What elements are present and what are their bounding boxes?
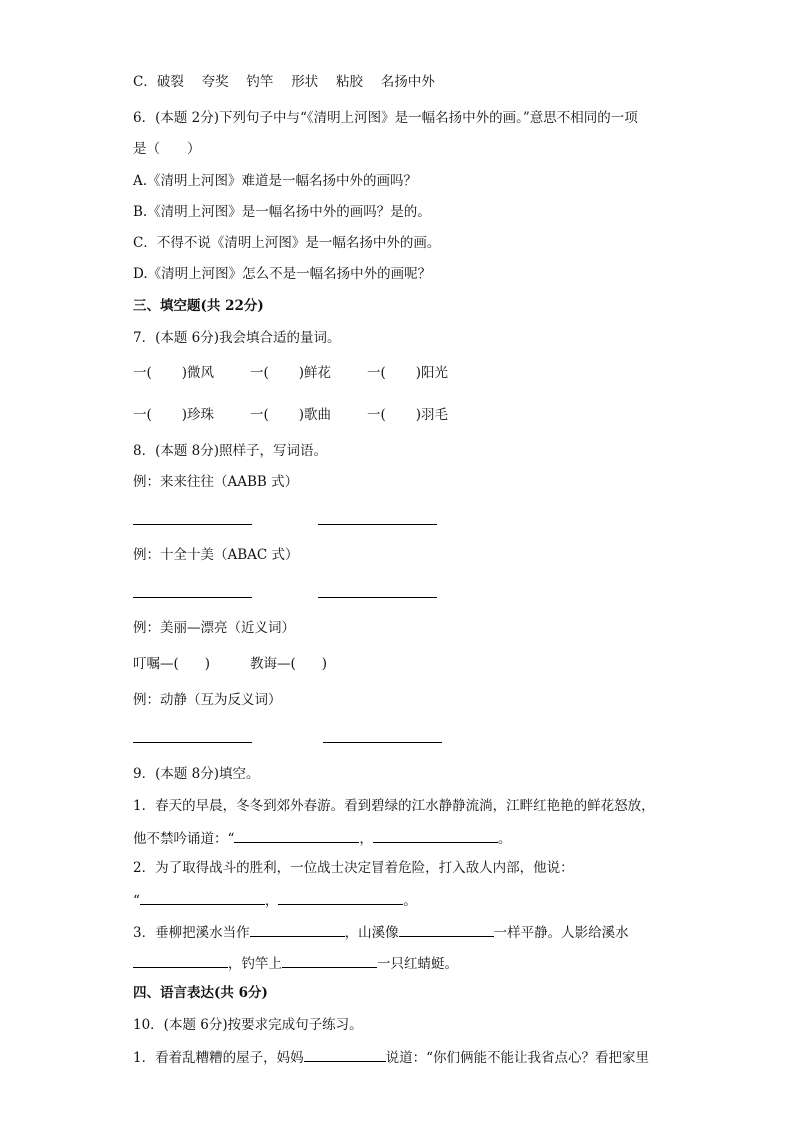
- q7-row2: [133, 406, 448, 424]
- q8-example-aabb: 例：来来往往（AABB 式）: [133, 474, 299, 490]
- fill-blank[interactable]: [282, 953, 377, 968]
- q7-stem: 7．(本题 6分)我会填合适的量词。: [133, 330, 341, 346]
- q10-item1-text: 说道：“你们俩能不能让我省点心？看把家里: [385, 1050, 649, 1066]
- q9-item2-prefix: “: [133, 893, 140, 909]
- q7-item: [250, 406, 367, 424]
- q8-example-antonym: 例：动静（互为反义词）: [133, 692, 282, 708]
- q9-item2-line2: [133, 890, 417, 910]
- q7-item: [133, 406, 250, 424]
- section-3-heading: 三、填空题(共 22分): [133, 298, 264, 314]
- q7-item-pre: 一(: [367, 407, 386, 423]
- q10-item1-prefix: 1．看着乱糟糟的屋子，妈妈: [133, 1050, 304, 1066]
- q9-item1-prefix: 他不禁吟诵道：“: [133, 831, 235, 847]
- fill-blank[interactable]: [234, 828, 359, 843]
- q8-syn-post: ): [204, 656, 211, 672]
- q8-example-abac: 例：十全十美（ABAC 式）: [133, 547, 299, 563]
- q8-syn-pre: 叮嘱—(: [133, 656, 179, 672]
- answer-line[interactable]: [133, 524, 252, 525]
- q9-item2-end: 。: [403, 893, 417, 909]
- fill-blank[interactable]: [278, 890, 403, 905]
- q7-item-post: )鲜花: [298, 365, 332, 381]
- q9-item3-line1: [133, 922, 629, 942]
- q9-item3-text: ，钓竿上: [228, 956, 282, 972]
- fill-blank[interactable]: [140, 890, 265, 905]
- fill-blank[interactable]: [304, 1047, 386, 1062]
- q7-item-pre: 一(: [250, 407, 269, 423]
- q7-item-post: )珍珠: [181, 407, 215, 423]
- fill-blank[interactable]: [133, 953, 228, 968]
- q7-item-pre: 一(: [367, 365, 386, 381]
- q6-option-c: C．不得不说《清明上河图》是一幅名扬中外的画。: [133, 235, 441, 251]
- q7-item-pre: 一(: [133, 365, 152, 381]
- q9-item1-line2: [133, 828, 511, 848]
- answer-line[interactable]: [323, 742, 442, 743]
- answer-line[interactable]: [318, 524, 437, 525]
- q7-item-post: )阳光: [415, 365, 449, 381]
- q7-item-pre: 一(: [250, 365, 269, 381]
- q6-option-d: D.《清明上河图》怎么不是一幅名扬中外的画呢？: [133, 266, 432, 282]
- fill-blank[interactable]: [399, 922, 494, 937]
- q8-syn-pre: 教诲—(: [250, 656, 296, 672]
- q6-stem-line1: 6．(本题 2分)下列句子中与“《清明上河图》是一幅名扬中外的画。”意思不相同的一项: [133, 110, 638, 126]
- answer-line[interactable]: [133, 597, 252, 598]
- q9-item2-line1: 2．为了取得战斗的胜利，一位战士决定冒着危险，打入敌人内部，他说：: [133, 860, 574, 876]
- q8-synonym-row: [133, 655, 327, 673]
- q10-item1: [133, 1047, 649, 1067]
- q9-item3-text: 一样平静。人影给溪水: [493, 925, 629, 941]
- fill-blank[interactable]: [250, 922, 345, 937]
- q6-option-b: B.《清明上河图》是一幅名扬中外的画吗？是的。: [133, 204, 431, 220]
- answer-line[interactable]: [318, 597, 437, 598]
- q9-item1-comma: ，: [359, 831, 373, 847]
- section-4-heading: 四、语言表达(共 6分): [133, 985, 268, 1001]
- q8-syn-item: [250, 655, 327, 673]
- answer-line[interactable]: [133, 742, 252, 743]
- q9-item3-text: ，山溪像: [344, 925, 399, 941]
- q8-example-synonym: 例：美丽—漂亮（近义词）: [133, 620, 295, 636]
- q9-item3-prefix: 3．垂柳把溪水当作: [133, 925, 250, 941]
- q9-item1-end: 。: [497, 831, 512, 847]
- q7-row1: [133, 364, 448, 382]
- q9-item1-line1: 1．春天的早晨，冬冬到郊外春游。看到碧绿的江水静静流淌，江畔红艳艳的鲜花怒放，: [133, 798, 655, 814]
- q8-syn-post: ): [321, 656, 328, 672]
- q7-item-post: )微风: [181, 365, 215, 381]
- q7-item-pre: 一(: [133, 407, 152, 423]
- q7-item: [367, 364, 448, 382]
- q8-stem: 8．(本题 8分)照样子，写词语。: [133, 443, 328, 459]
- q9-item3-end: 一只红蜻蜓。: [377, 956, 458, 972]
- fill-blank[interactable]: [373, 828, 498, 843]
- q8-syn-item: [133, 655, 250, 673]
- q7-item-post: )羽毛: [415, 407, 449, 423]
- q5-option-c: C．破裂 夸奖 钓竿 形状 粘胶 名扬中外: [133, 74, 435, 90]
- q6-option-a: A.《清明上河图》难道是一幅名扬中外的画吗？: [133, 173, 418, 189]
- q7-item: [133, 364, 250, 382]
- q9-item3-line2: [133, 953, 458, 973]
- q10-stem: 10．(本题 6分)按要求完成句子练习。: [133, 1017, 363, 1033]
- q9-stem: 9．(本题 8分)填空。: [133, 766, 260, 782]
- q9-item2-comma: ，: [264, 893, 279, 909]
- q7-item: [367, 406, 448, 424]
- q6-stem-line2: 是（ ）: [133, 141, 201, 157]
- q7-item: [250, 364, 367, 382]
- q7-item-post: )歌曲: [298, 407, 332, 423]
